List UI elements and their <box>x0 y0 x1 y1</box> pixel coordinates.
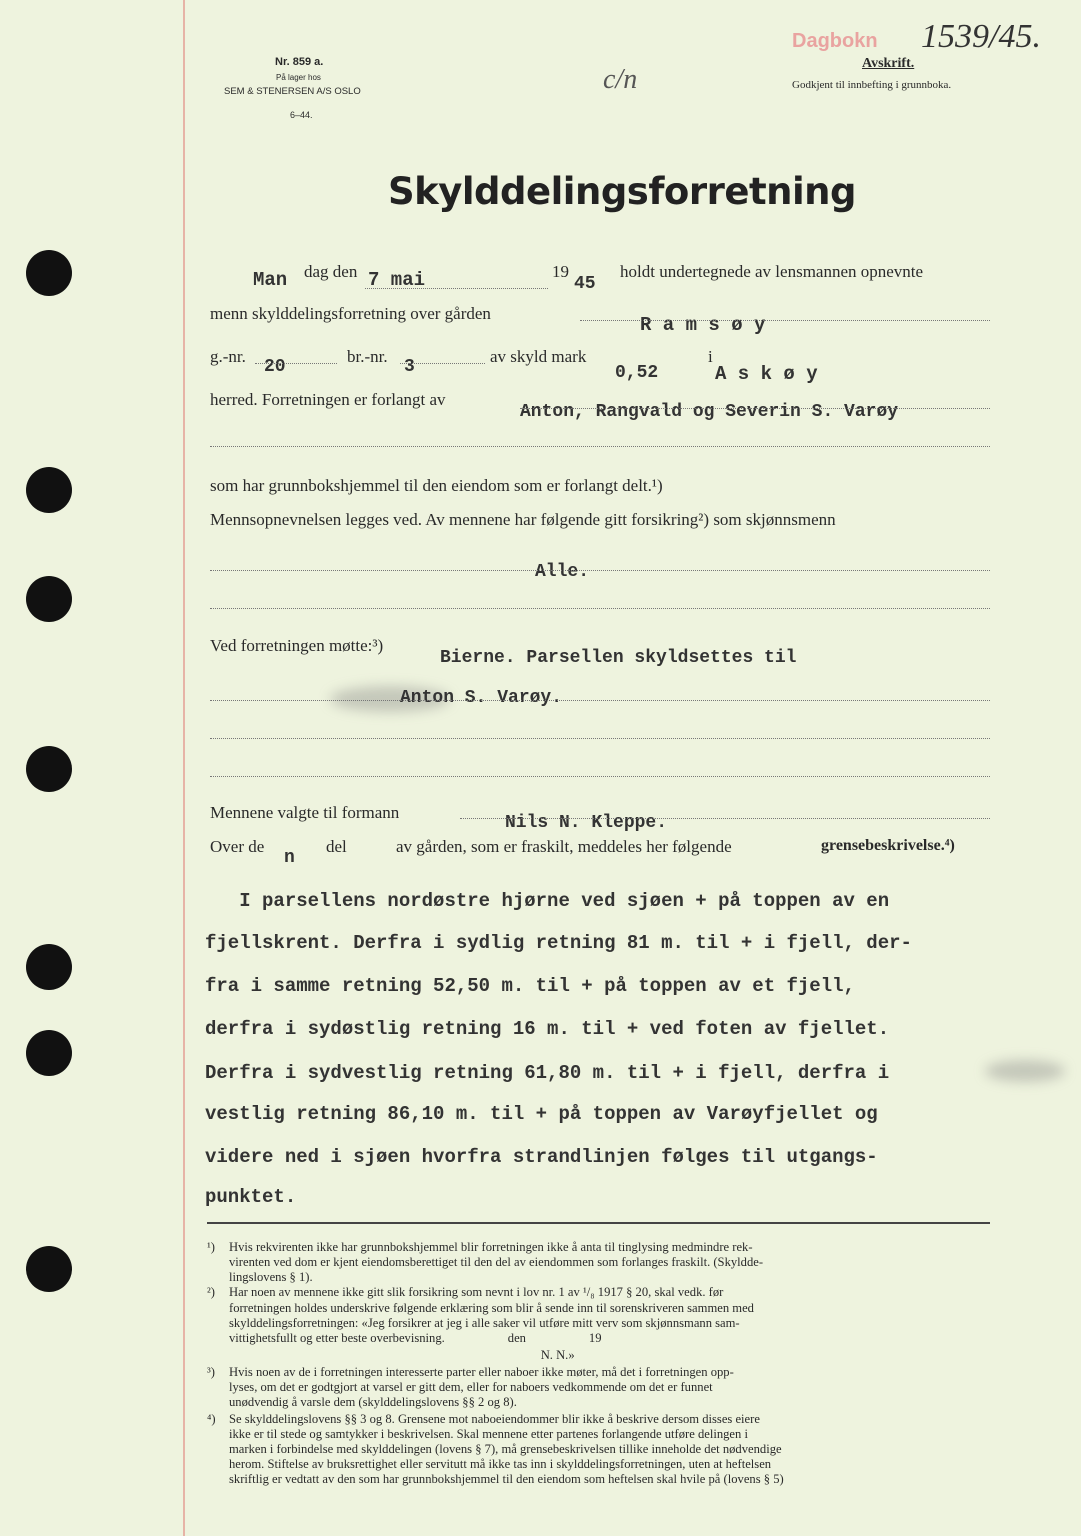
date-value: 7 mai <box>368 269 426 291</box>
brnr-label: br.-nr. <box>347 347 388 366</box>
description-line: Derfra i sydvestlig retning 61,80 m. til + i fjell, derfra i <box>205 1062 890 1084</box>
description-line: I parsellens nordøstre hjørne ved sjøen + på toppen av en <box>205 890 890 912</box>
year-suffix: 45 <box>574 274 596 294</box>
publisher-name: SEM & STENERSEN A/S OSLO <box>224 86 361 97</box>
register-number: 1539/45. <box>921 18 1041 55</box>
edition: 6–44. <box>290 110 313 120</box>
skyld-value: 0,52 <box>615 363 659 383</box>
grunnbok-text: som har grunnbokshjemmel til den eiendom som er forlangt delt.¹) <box>210 476 663 495</box>
mote-line-1: Bierne. Parsellen skyldsettes til <box>440 648 797 668</box>
mote-line-2: Anton S. Varøy. <box>400 688 563 708</box>
footnote-line: skriftlig er vedtatt av den som har grunnbokshjemmel til den eiendom som heftelsen skal hvile på (lovens § 5) <box>229 1472 784 1486</box>
handwritten-mark: c/n <box>603 64 638 95</box>
footnote-line: lingslovens § 1). <box>229 1270 313 1284</box>
i-label: i <box>708 347 713 366</box>
form-number: Nr. 859 a. <box>275 56 324 68</box>
grense-bold: grensebeskrivelse.⁴) <box>821 837 955 854</box>
punch-hole <box>26 944 72 990</box>
publisher-line: På lager hos <box>276 73 321 82</box>
footnote-line: unødvendig å varsle dem (skylddelingslovens §§ 2 og 8). <box>229 1395 517 1409</box>
over-de-label: Over de <box>210 837 265 856</box>
footnote-line: Hvis noen av de i forretningen interesserte parter eller naboer ikke møter, må det i forretningen opp- <box>229 1365 734 1379</box>
menn-text: menn skylddelingsforretning over gården <box>210 304 491 323</box>
description-line: punktet. <box>205 1186 297 1208</box>
footnote-line: virenten ved dom er kjent eiendomsberettiget til den del av eiendommen som forlanges fraskilt. (Skyldde- <box>229 1255 764 1269</box>
footnote-line: forretningen holdes underskrive følgende erklæring som blir å sende inn til sorenskriveren sammen med <box>229 1301 754 1315</box>
over-de-value: n <box>284 848 295 868</box>
description-line: fra i samme retning 52,50 m. til + på toppen av et fjell, <box>205 975 855 997</box>
mote-label: Ved forretningen møtte:³) <box>210 636 384 655</box>
footnote-mark: ²) <box>207 1285 215 1299</box>
brnr-value: 3 <box>404 357 415 377</box>
footnote-line: Se skylddelingslovens §§ 3 og 8. Grensene mot naboeiendommer blir ikke å beskrive dersom disses eiere <box>229 1412 760 1426</box>
margin-line <box>183 0 185 1536</box>
footnote-line: skylddelingsforretningen: «Jeg forsikrer at jeg i alle saker vil utføre mitt verv som skjønnsmann sam- <box>229 1316 740 1330</box>
footnote-separator <box>207 1222 990 1224</box>
footnote-mark: ³) <box>207 1365 215 1379</box>
description-line: vestlig retning 86,10 m. til + på toppen av Varøyfjellet og <box>205 1103 878 1125</box>
formann-label: Mennene valgte til formann <box>210 803 400 822</box>
herred-text: herred. Forretningen er forlangt av <box>210 390 446 409</box>
approved-note: Godkjent til innbefting i grunnboka. <box>792 79 952 91</box>
footnote-line: Har noen av mennene ikke gitt slik forsikring som nevnt i lov nr. 1 av ¹/₈ 1917 § 20, skal vedk. før <box>229 1285 724 1299</box>
footnote-line: herom. Stiftelse av bruksrettighet eller servitutt må ikke tas inn i skylddelingsforretningen, uten at heftelsen <box>229 1457 772 1471</box>
ink-smudge <box>985 1060 1065 1082</box>
punch-hole <box>26 1246 72 1292</box>
punch-hole <box>26 576 72 622</box>
avskrift-label: Avskrift. <box>862 56 915 71</box>
holdt-text: holdt undertegnede av lensmannen opnevnte <box>620 262 924 281</box>
footnote-line: ikke er til stede og samtykker i beskrivelsen. Skal mennene etter partenes forlangende utføre delingen i <box>229 1427 748 1441</box>
year-prefix: 19 <box>552 262 569 281</box>
farm-name: R a m s ø y <box>640 314 766 336</box>
municipality: A s k ø y <box>715 363 818 385</box>
footnote-line: N. N.» <box>229 1348 575 1362</box>
forsikring-value: Alle. <box>535 562 590 582</box>
punch-hole <box>26 1030 72 1076</box>
description-line: videre ned i sjøen hvorfra strandlinjen følges til utgangs- <box>205 1146 878 1168</box>
dag-den-label: dag den <box>304 262 358 281</box>
footnote-line: lyses, om det er godtgjort at varsel er gitt dem, eller for naboers vedkommende om det er funnet <box>229 1380 713 1394</box>
description-line: derfra i sydøstlig retning 16 m. til + ved foten av fjellet. <box>205 1018 890 1040</box>
grense-text: av gården, som er fraskilt, meddeles her følgende <box>396 837 732 856</box>
journal-stamp: Dagbokn <box>792 30 878 52</box>
punch-hole <box>26 467 72 513</box>
del-label: del <box>326 837 347 856</box>
footnote-line: marken i forbindelse med skylddelingen (lovens § 7), må grensebeskrivelsen tillike inneholde det nødvendige <box>229 1442 782 1456</box>
footnote-line: Hvis rekvirenten ikke har grunnbokshjemmel blir forretningen ikke å anta til tinglysing medmindre rek- <box>229 1240 753 1254</box>
footnote-mark: ¹) <box>207 1240 215 1254</box>
skyld-label: av skyld mark <box>490 347 587 366</box>
weekday: Man <box>253 269 288 291</box>
requested-by: Anton, Rangvald og Severin S. Varøy <box>520 402 899 422</box>
gnr-value: 20 <box>264 357 286 377</box>
gnr-label: g.-nr. <box>210 347 246 366</box>
footnote-line: vittighetsfullt og etter beste overbevisning. den 19 <box>229 1331 602 1345</box>
punch-hole <box>26 250 72 296</box>
description-line: fjellskrent. Derfra i sydlig retning 81 m. til + i fjell, der- <box>205 932 912 954</box>
footnote-mark: ⁴) <box>207 1412 216 1426</box>
formann-value: Nils N. Kleppe. <box>505 813 668 833</box>
document-title: Skylddelingsforretning <box>388 170 856 213</box>
punch-hole <box>26 746 72 792</box>
menn-forsikring-text: Mennsopnevnelsen legges ved. Av mennene har følgende gitt forsikring²) som skjønnsmenn <box>210 510 836 529</box>
